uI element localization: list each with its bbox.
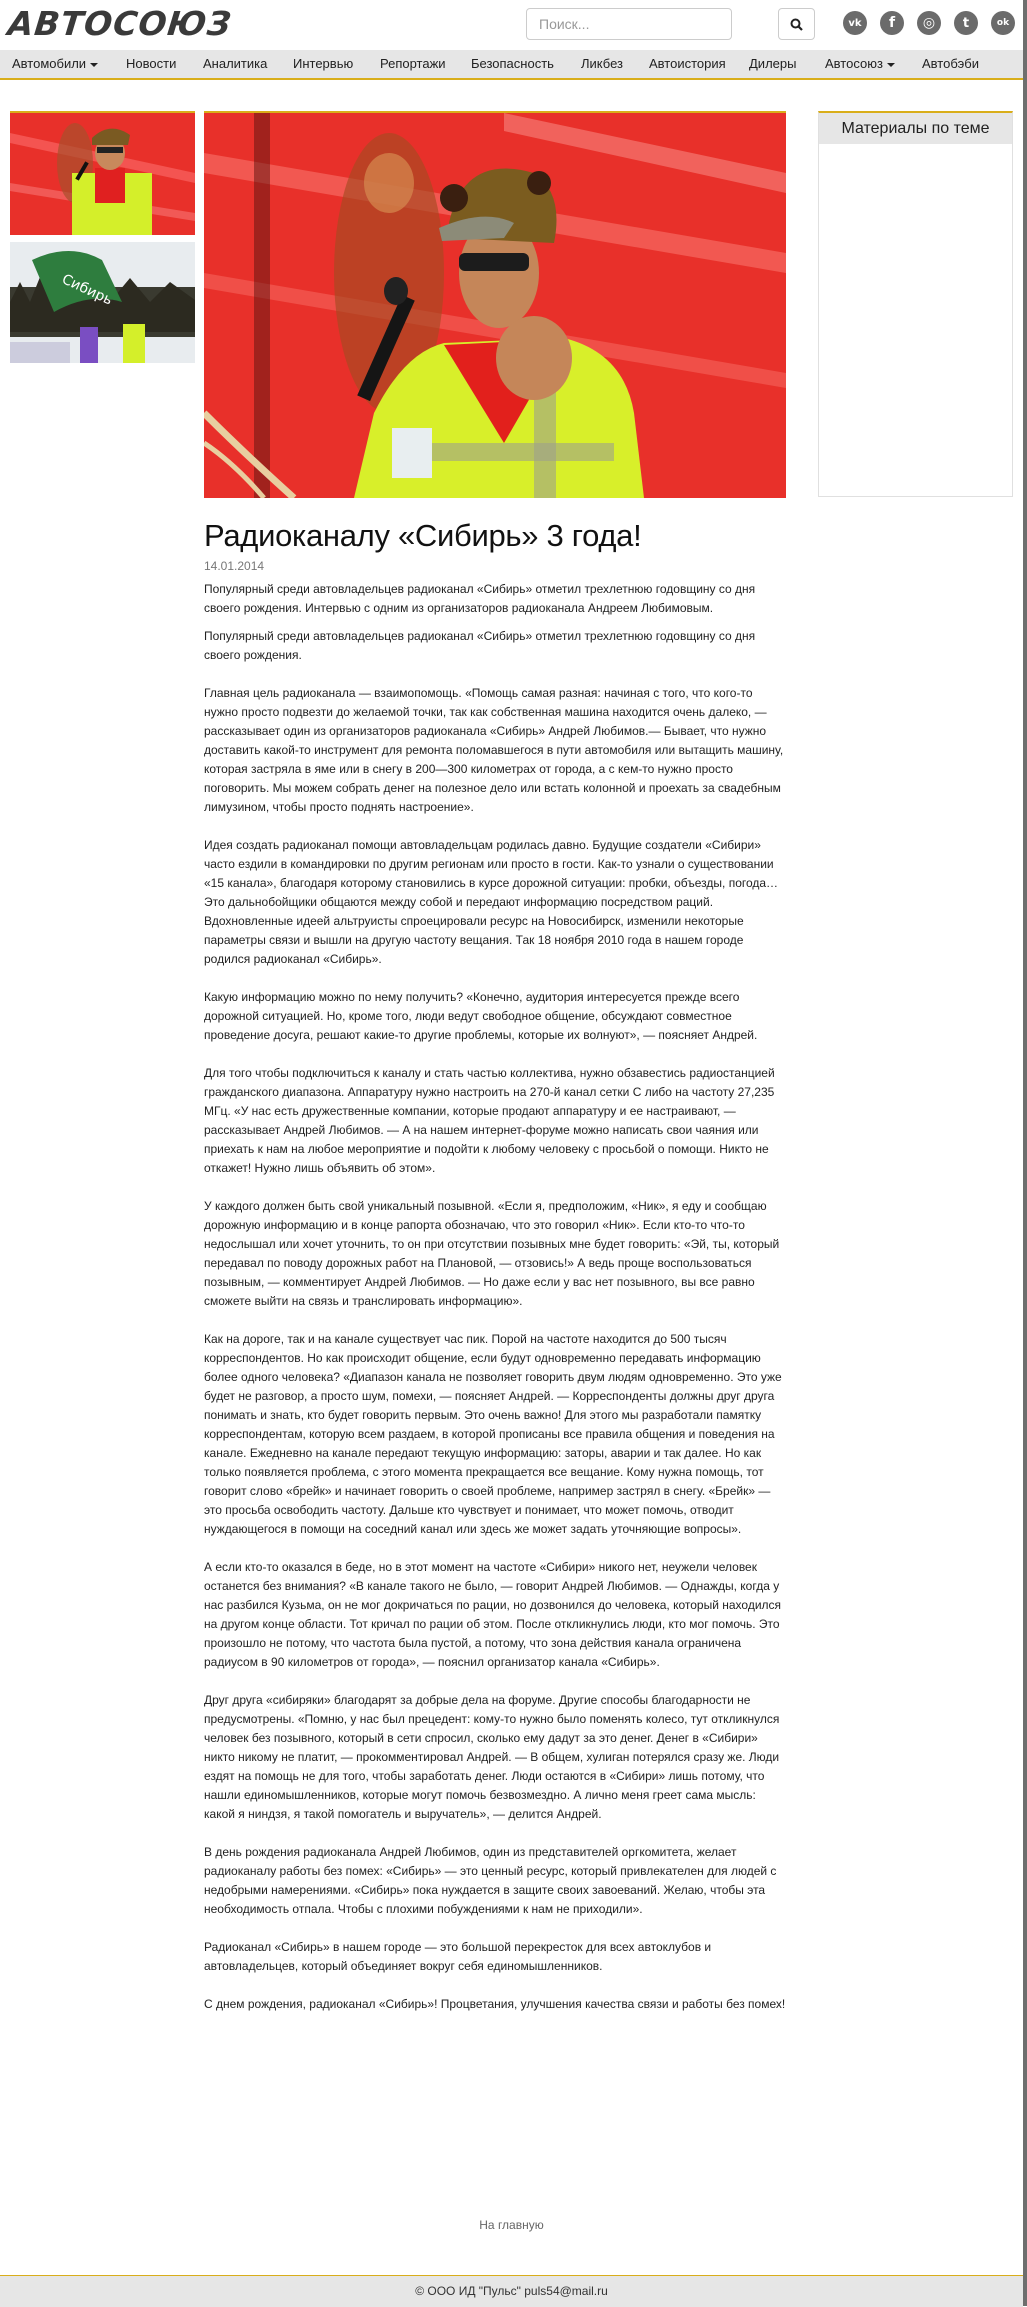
twitter-icon[interactable]: t: [954, 11, 978, 35]
instagram-icon[interactable]: ◎: [917, 11, 941, 35]
logo-text: АВТОСОЮЗ: [6, 4, 234, 43]
social-links: [843, 11, 1015, 35]
nav-item-label: Автосоюз: [825, 56, 883, 71]
search-input[interactable]: [526, 8, 732, 40]
nav-item-dilery[interactable]: Дилеры: [749, 56, 797, 71]
related-materials-panel: [818, 111, 1013, 497]
nav-item-avtosoyuz[interactable]: [825, 50, 895, 78]
article-main-image: [204, 111, 786, 498]
back-to-home-link[interactable]: На главную: [479, 2218, 544, 2232]
article-title: Радиоканалу «Сибирь» 3 года!: [204, 518, 642, 553]
gallery-thumbnail[interactable]: [10, 242, 195, 363]
caret-down-icon: [887, 63, 895, 67]
gallery-thumbnail[interactable]: [10, 111, 195, 235]
article-paragraph: А если кто-то оказался в беде, но в этот момент на частоте «Сибири» никого нет, неужели человек останется без внимания? «В канале такого не было, — говорит Андрей Любимов. — Однажды, когда у нас разбился Кузьма, он не мог докричаться по рации, но дозвонился до человека, который находился на другом конце области. Тот кричал по рации об этом. После откликнулись люди, кто мог помочь. Это произошло не потому, что частота была пустой, а потому, что зона действия канала ограничена радиусом в 90 километров от города», — пояснил организатор канала «Сибирь».: [204, 1560, 782, 1669]
facebook-icon[interactable]: f: [880, 11, 904, 35]
article-paragraph: Как на дороге, так и на канале существует час пик. Порой на частоте находится до 500 тысяч корреспондентов. Но как происходит общение, если будут одновременно передавать информацию более одного человека? «Диапазон канала не позволяет говорить двум людям одновременно. Это уже будет не разговор, а просто шум, помехи, — поясняет Андрей. — Корреспонденты должны друг друга понимать и знать, кто будет говорить первым. Это очень важно! Для этого мы разработали памятку корреспондентам, которую всем раздаем, в которой прописаны все правила общения и поведения на канале. Ежедневно на канале передают текущую информацию: заторы, аварии и так далее. Но как только появляется проблема, с этого момента прекращается все вещание. Кому нужна помощь, тот говорит слово «брейк» и начинает говорить о своей проблеме, например застрял в снегу. «Брейк» — это просьба освободить частоту. Дальше кто чувствует и понимает, что может помочь, отводит нуждающегося в помощи на соседний канал или здесь же может задать уточняющие вопросы».: [204, 1332, 782, 1536]
nav-item-bezopasnost[interactable]: Безопасность: [471, 56, 554, 71]
nav-item-likbez[interactable]: Ликбез: [581, 56, 623, 71]
thumbnail-photo-flag: [10, 242, 195, 363]
caret-down-icon: [90, 63, 98, 67]
article: [204, 516, 786, 2014]
article-paragraph: Популярный среди автовладельцев радиоканал «Сибирь» отметил трехлетнюю годовщину со дня своего рождения.: [204, 629, 756, 662]
footer-copyright: © ООО ИД "Пульс" puls54@mail.ru: [415, 2284, 608, 2298]
site-footer: [0, 2275, 1023, 2307]
search-button[interactable]: [778, 8, 815, 40]
svg-text:Сибирь: Сибирь: [59, 271, 115, 309]
article-paragraph: Радиоканал «Сибирь» в нашем городе — это большой перекресток для всех автоклубов и автовладельцев, который объединяет вокруг себя единомышленников.: [204, 1940, 712, 1973]
article-photo: [204, 113, 786, 498]
thumbnail-photo-speaker: [10, 113, 195, 235]
article-paragraph: Какую информацию можно по нему получить? «Конечно, аудитория интересуется прежде всего дорожной ситуацией. Но, кроме того, люди ведут свободное общение, обсуждают совместное проведение досуга, решают какие-то другие проблемы, которые их волнуют», — поясняет Андрей.: [204, 990, 758, 1042]
article-date: 14.01.2014: [204, 559, 265, 573]
article-paragraph: У каждого должен быть свой уникальный позывной. «Если я, предположим, «Ник», я еду и сообщаю дорожную информацию и в конце рапорта обозначаю, что это говорил «Ник». Если кто-то что-то недослышал или хочет уточнить, то он при отсутствии позывных мне будет говорить: «Эй, ты, который передавал по поводу дорожных работ на Плановой, — отзовись!» А ведь проще воспользоваться позывным, — комментирует Андрей Любимов. — Но даже если у вас нет позывного, вы все равно сможете выйти на связь и транслировать информацию».: [204, 1199, 780, 1308]
article-paragraph: С днем рождения, радиоканал «Сибирь»! Процветания, улучшения качества связи и работы без помех!: [204, 1997, 786, 2011]
nav-item-novosti[interactable]: Новости: [126, 56, 177, 71]
nav-item-label: Автомобили: [12, 56, 87, 71]
nav-item-avtoistoriya[interactable]: Автоистория: [649, 56, 726, 71]
article-lead: Популярный среди автовладельцев радиоканал «Сибирь» отметил трехлетнюю годовщину со дня своего рождения. Интервью с одним из организаторов радиоканала Андреем Любимовым.: [204, 582, 756, 615]
scrollbar[interactable]: [1023, 0, 1027, 2306]
nav-item-avtomobili[interactable]: [12, 50, 98, 78]
nav-item-intervyu[interactable]: Интервью: [293, 56, 354, 71]
article-paragraph: Для того чтобы подключиться к каналу и стать частью коллектива, нужно обзавестись радиостанцией гражданского диапазона. Аппаратуру нужно настроить на 270-й канал сетки С либо на частоту 27,235 МГц. «У нас есть дружественные компании, которые продают аппаратуру и ее настраивают, — рассказывает Андрей Любимов. — А на нашем интернет-форуме можно написать свои чаяния или приехать к нам на любое мероприятие и подойти к любому человеку с просьбой о помощи. Никто не откажет! Нужно лишь объявить об этом».: [204, 1066, 775, 1175]
article-paragraph: Главная цель радиоканала — взаимопомощь. «Помощь самая разная: начиная с того, что кого-то нужно просто подвезти до желаемой точки, так как собственная машина находится очень далеко, — рассказывает один из организаторов радиоканала «Сибирь» Андрей Любимов.— Бывает, что нужно доставить какой-то инструмент для ремонта поломавшегося в пути автомобиля или вытащить машину, которая застряла в яме или в снегу в 200—300 километрах от города, а с кем-то нужно просто поговорить. Мы можем собрать денег на полезное дело или встать колонной и проехать за свадебным лимузином, чтобы просто поднять настроение».: [204, 686, 784, 814]
site-logo[interactable]: [8, 6, 232, 42]
search-icon: [790, 18, 803, 31]
article-paragraph: Идея создать радиоканал помощи автовладельцам родилась давно. Будущие создатели «Сибири» часто ездили в командировки по другим регионам или просто в гости. Как-то узнали о существовании «15 канала», благодаря которому становились в курсе дорожной ситуации: пробки, объезды, погода… Это дальнобойщики общаются между собой и передают информацию посредством раций. Вдохновленные идеей альтруисты спроецировали ресурс на Новосибирск, изменили некоторые параметры связи и вышли на другую частоту вещания. Так 18 ноября 2010 года в нашем городе родился радиоканал «Сибирь».: [204, 838, 779, 966]
nav-item-analitika[interactable]: Аналитика: [203, 56, 268, 71]
nav-item-avtobebi[interactable]: Автобэби: [922, 56, 979, 71]
odnoklassniki-icon[interactable]: ok: [991, 11, 1015, 35]
related-materials-title: Материалы по теме: [819, 113, 1012, 144]
article-paragraph: Друг друга «сибиряки» благодарят за добрые дела на форуме. Другие способы благодарности не предусмотрены. «Помню, у нас был прецедент: кому-то нужно было поменять колесо, тут откликнулся человек без позывного, который в сети спросил, сколько ему дадут за это денег. Денег в «Сибири» никто никому не платит, — прокомментировал Андрей. — В общем, хулиган потерялся сразу же. Люди ездят на помощь не для того, чтобы заработать денег. Люди остаются в «Сибири» лишь потому, что нашли единомышленников, которые могут помочь безвозмездно. А лично меня греет сама мысль: какой я ниндзя, я такой помогатель и выручатель», — делится Андрей.: [204, 1693, 780, 1821]
site-header: [0, 0, 1023, 50]
vk-icon[interactable]: vk: [843, 11, 867, 35]
article-paragraph: В день рождения радиоканала Андрей Любимов, один из представителей оргкомитета, желает радиоканалу работы без помех: «Сибирь» — это ценный ресурс, который привлекателен для людей с недобрыми намерениями. «Сибирь» пока нуждается в защите своих завоеваний. Желаю, чтобы эта необходимость отпала. Чтобы с плохими побуждениями к нам не приходили».: [204, 1845, 777, 1916]
nav-item-reportazhi[interactable]: Репортажи: [380, 56, 446, 71]
main-nav: [0, 50, 1023, 80]
